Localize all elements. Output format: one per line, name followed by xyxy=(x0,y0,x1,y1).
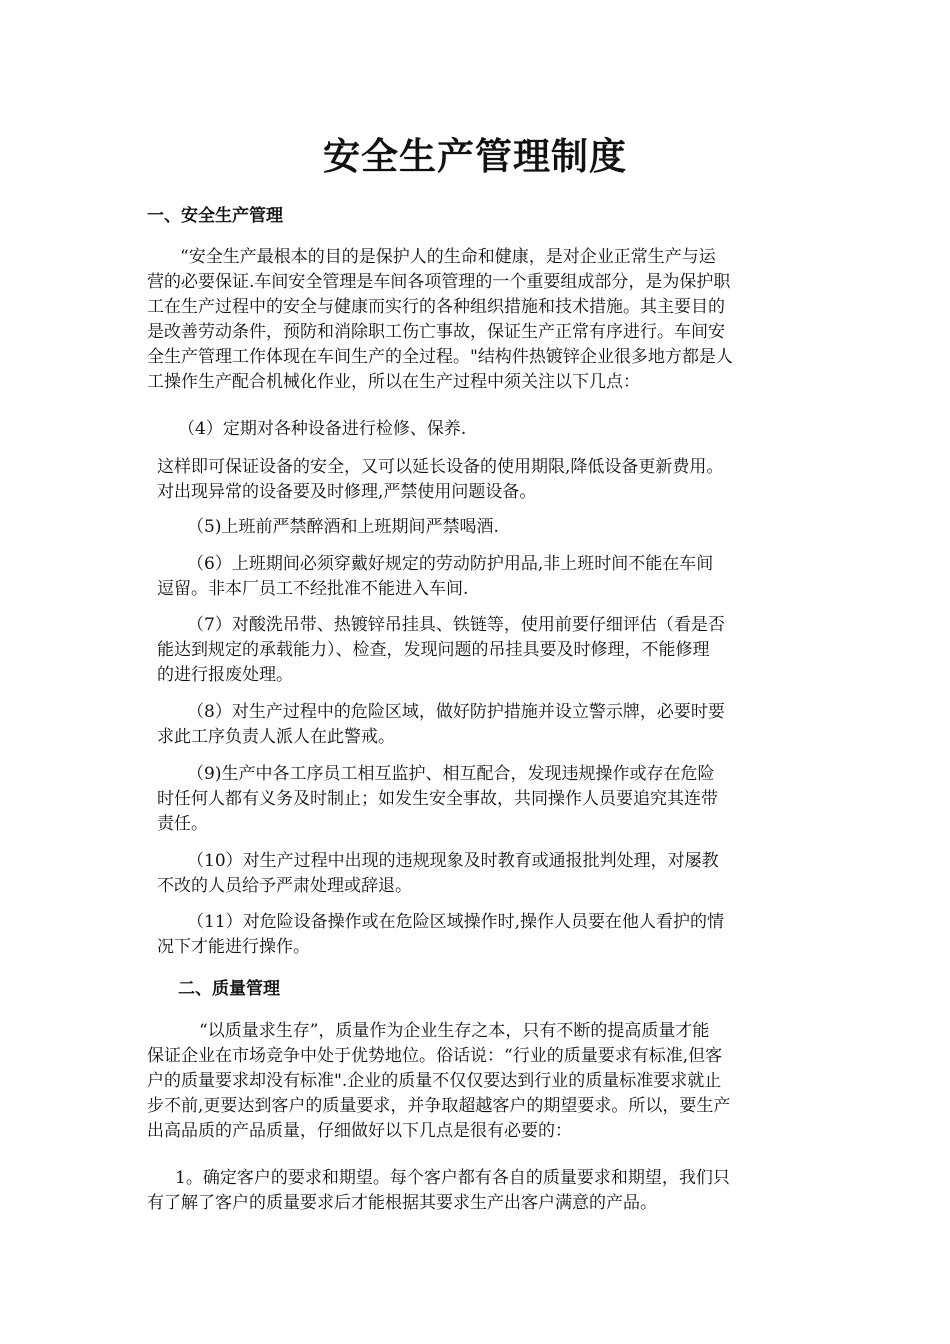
text-line: （8）对生产过程中的危险区域，做好防护措施并设立警示牌，必要时要 xyxy=(187,702,725,722)
text-line: （11）对危险设备操作或在危险区域操作时,操作人员要在他人看护的情 xyxy=(187,912,725,932)
document-title: 安全生产管理制度 xyxy=(323,135,627,178)
section2-heading: 二、质量管理 xyxy=(178,979,280,999)
text-line: 时任何人都有义务及时制止；如发生安全事故，共同操作人员要追究其连带 xyxy=(157,789,718,809)
text-line: 况下才能进行操作。 xyxy=(157,937,310,957)
text-line: （5)上班前严禁醉酒和上班期间严禁喝酒. xyxy=(187,517,499,537)
text-line: （6）上班期间必须穿戴好规定的劳动防护用品,非上班时间不能在车间 xyxy=(187,554,714,574)
text-line: 营的必要保证.车间安全管理是车间各项管理的一个重要组成部分，是为保护职 xyxy=(147,272,731,292)
text-line: 的进行报废处理。 xyxy=(157,665,293,685)
text-line: 保证企业在市场竞争中处于优势地位。俗话说：“行业的质量要求有标准,但客 xyxy=(147,1046,723,1066)
text-line: “以质量求生存”，质量作为企业生存之本，只有不断的提高质量才能 xyxy=(199,1021,710,1041)
text-line: 户的质量要求却没有标准".企业的质量不仅仅要达到行业的质量标准要求就止 xyxy=(147,1071,722,1091)
item-10 xyxy=(157,849,719,899)
text-line: 不改的人员给予严肃处理或辞退。 xyxy=(157,876,412,896)
text-line: 逗留。非本厂员工不经批准不能进入车间. xyxy=(157,579,469,599)
text-line: （9)生产中各工序员工相互监护、相互配合，发现违规操作或存在危险 xyxy=(187,764,715,784)
text-line: 有了解了客户的质量要求后才能根据其要求生产出客户满意的产品。 xyxy=(147,1193,657,1213)
text-line: （4）定期对各种设备进行检修、保养. xyxy=(178,419,467,439)
item-4-detail xyxy=(157,455,723,505)
item-9 xyxy=(157,762,718,837)
section1-heading: 一、安全生产管理 xyxy=(147,206,283,226)
text-line: 工在生产过程中的安全与健康而实行的各种组织措施和技术措施。其主要目的 xyxy=(147,297,725,317)
text-line: 求此工序负责人派人在此警戒。 xyxy=(157,727,395,747)
text-line: 这样即可保证设备的安全，又可以延长设备的使用期限,降低设备更新费用。 xyxy=(157,457,724,477)
item-8 xyxy=(157,700,725,750)
item-7 xyxy=(157,613,725,688)
item-11 xyxy=(157,910,724,960)
section2-intro xyxy=(147,1019,730,1144)
section2-item-1 xyxy=(147,1166,730,1216)
section1-intro xyxy=(147,245,733,395)
text-line: 1。确定客户的要求和期望。每个客户都有各自的质量要求和期望，我们只 xyxy=(175,1168,730,1188)
text-line: 对出现异常的设备要及时修理,严禁使用问题设备。 xyxy=(157,482,537,502)
text-line: 工操作生产配合机械化作业，所以在生产过程中须关注以下几点： xyxy=(147,372,640,392)
text-line: （10）对生产过程中出现的违规现象及时教育或通报批判处理，对屡教 xyxy=(187,851,719,871)
text-line: 能达到规定的承载能力）、检查，发现问题的吊挂具要及时修理，不能修理 xyxy=(157,640,710,660)
text-line: 全生产管理工作体现在车间生产的全过程。"结构件热镀锌企业很多地方都是人 xyxy=(147,347,733,367)
item-4 xyxy=(178,417,466,442)
item-6 xyxy=(157,552,713,602)
text-line: 出高品质的产品质量，仔细做好以下几点是很有必要的： xyxy=(147,1121,572,1141)
item-5 xyxy=(157,515,499,540)
text-line: （7）对酸洗吊带、热镀锌吊挂具、铁链等，使用前要仔细评估（看是否 xyxy=(187,615,725,635)
text-line: 责任。 xyxy=(157,814,208,834)
text-line: “安全生产最根本的目的是保护人的生命和健康，是对企业正常生产与运 xyxy=(180,247,716,267)
text-line: 步不前,更要达到客户的质量要求，并争取超越客户的期望要求。所以，要生产 xyxy=(147,1096,731,1116)
text-line: 是改善劳动条件，预防和消除职工伤亡事故，保证生产正常有序进行。车间安 xyxy=(147,322,725,342)
